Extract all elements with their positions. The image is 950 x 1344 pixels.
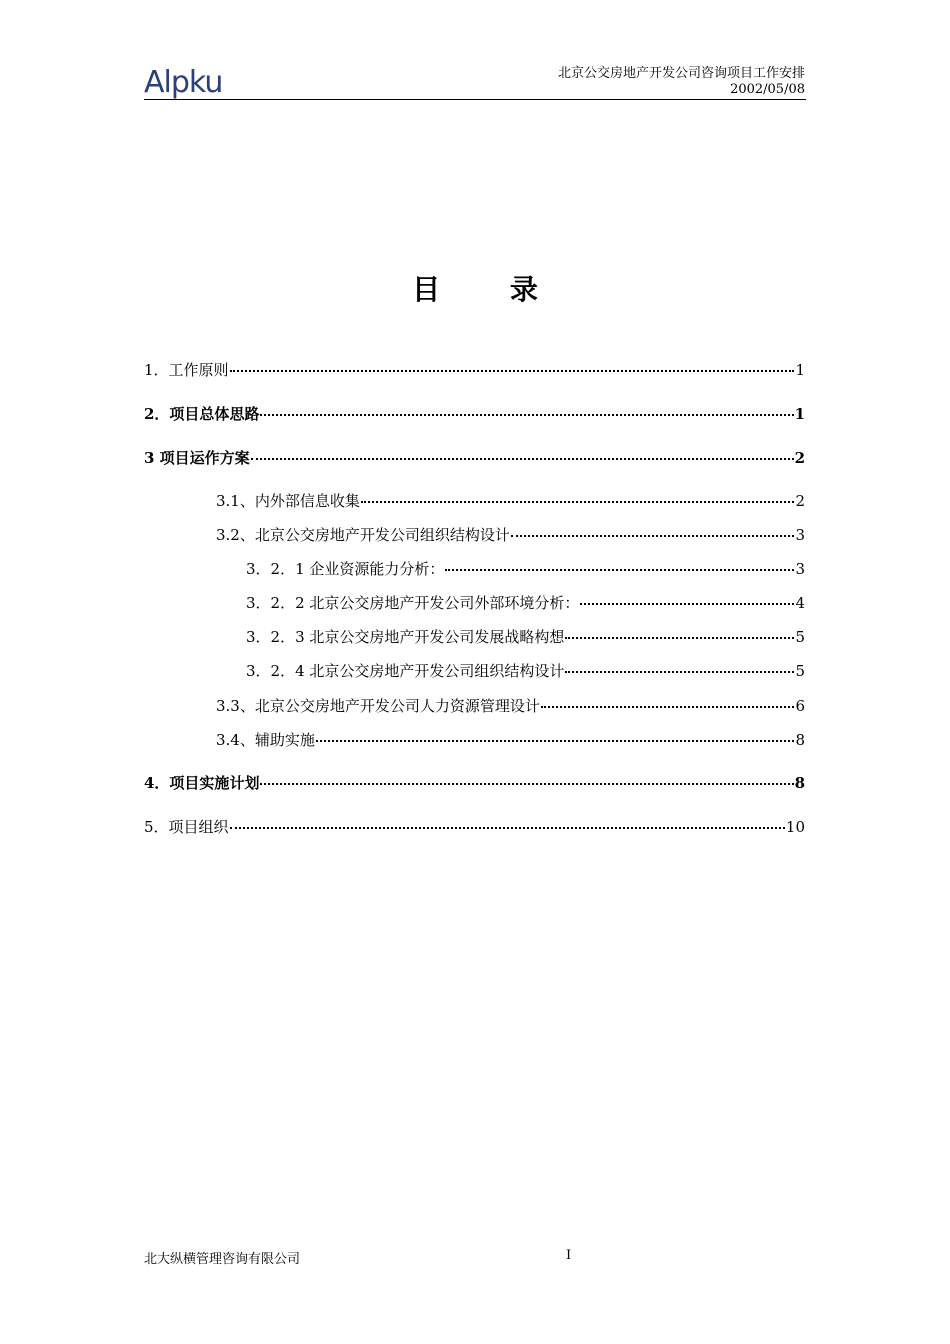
toc-entry-page: 4 xyxy=(795,594,805,612)
toc-entry[interactable] xyxy=(216,695,805,716)
toc-entry-label: 4．项目实施计划 xyxy=(144,774,260,792)
toc-entry-label: 3.3、北京公交房地产开发公司人力资源管理设计 xyxy=(216,697,540,715)
logo-text: Alpku xyxy=(144,65,223,100)
toc-entry-page: 3 xyxy=(795,526,805,544)
toc-entry-label: 2．项目总体思路 xyxy=(144,405,260,423)
toc-leader-dots xyxy=(230,813,785,829)
toc-entry[interactable] xyxy=(246,660,805,681)
toc-entry[interactable] xyxy=(216,729,805,750)
document-title: 北京公交房地产开发公司咨询项目工作安排 xyxy=(557,66,805,81)
toc-entry-page: 2 xyxy=(794,449,805,467)
toc-entry-label: 3．2．4 北京公交房地产开发公司组织结构设计 xyxy=(246,662,565,680)
toc-entry-page: 10 xyxy=(785,818,805,836)
toc-entry-label: 3.4、辅助实施 xyxy=(216,731,315,749)
toc-entry-label: 3.1、内外部信息收集 xyxy=(216,492,360,510)
toc-entry-page: 8 xyxy=(794,774,805,792)
toc-leader-dots xyxy=(260,769,793,785)
footer-page-number: I xyxy=(566,1248,572,1263)
toc-entry-label: 3 项目运作方案 xyxy=(144,449,250,467)
footer-company: 北大纵横管理咨询有限公司 xyxy=(144,1252,301,1267)
toc-entry-page: 1 xyxy=(795,361,805,379)
toc-entry-label: 3．2．3 北京公交房地产开发公司发展战略构想 xyxy=(246,628,565,646)
toc-entry-page: 3 xyxy=(795,560,805,578)
toc-entry-page: 8 xyxy=(795,731,805,749)
toc-entry[interactable] xyxy=(246,558,805,579)
toc-leader-dots xyxy=(361,487,795,503)
toc-entry-page: 5 xyxy=(795,628,805,646)
toc-leader-dots xyxy=(541,692,795,708)
toc-entry-label: 5．项目组织 xyxy=(144,818,229,836)
toc-leader-dots xyxy=(580,589,794,605)
toc-entry-page: 2 xyxy=(795,492,805,510)
toc-entry-page: 6 xyxy=(795,697,805,715)
toc-entry-label: 1．工作原则 xyxy=(144,361,229,379)
toc-entry-page: 1 xyxy=(794,405,805,423)
toc-entry[interactable] xyxy=(144,816,805,837)
company-logo xyxy=(144,66,222,100)
toc-entry[interactable] xyxy=(144,359,805,380)
toc-leader-dots xyxy=(251,444,794,460)
toc-entry[interactable] xyxy=(144,403,805,424)
toc-leader-dots xyxy=(565,623,794,639)
toc-entry-label: 3．2．1 企业资源能力分析： xyxy=(246,560,445,578)
toc-leader-dots xyxy=(260,400,793,416)
toc-entry[interactable] xyxy=(246,592,805,613)
toc-leader-dots xyxy=(230,356,795,372)
toc-leader-dots xyxy=(445,555,794,571)
toc-entry-label: 3.2、北京公交房地产开发公司组织结构设计 xyxy=(216,526,510,544)
toc-leader-dots xyxy=(316,726,795,742)
toc-entry[interactable] xyxy=(144,772,805,793)
toc-title: 目 录 xyxy=(412,273,568,306)
toc-entry[interactable] xyxy=(246,626,805,647)
toc-entry-label: 3．2．2 北京公交房地产开发公司外部环境分析： xyxy=(246,594,580,612)
toc-entry-page: 5 xyxy=(795,662,805,680)
document-header xyxy=(558,66,805,98)
toc-leader-dots xyxy=(511,521,795,537)
document-date: 2002/05/08 xyxy=(730,82,805,97)
toc-leader-dots xyxy=(565,657,794,673)
toc-entry[interactable] xyxy=(216,524,805,545)
header-divider xyxy=(144,99,806,100)
toc-entry[interactable] xyxy=(216,490,805,511)
toc-entry[interactable] xyxy=(144,447,805,468)
